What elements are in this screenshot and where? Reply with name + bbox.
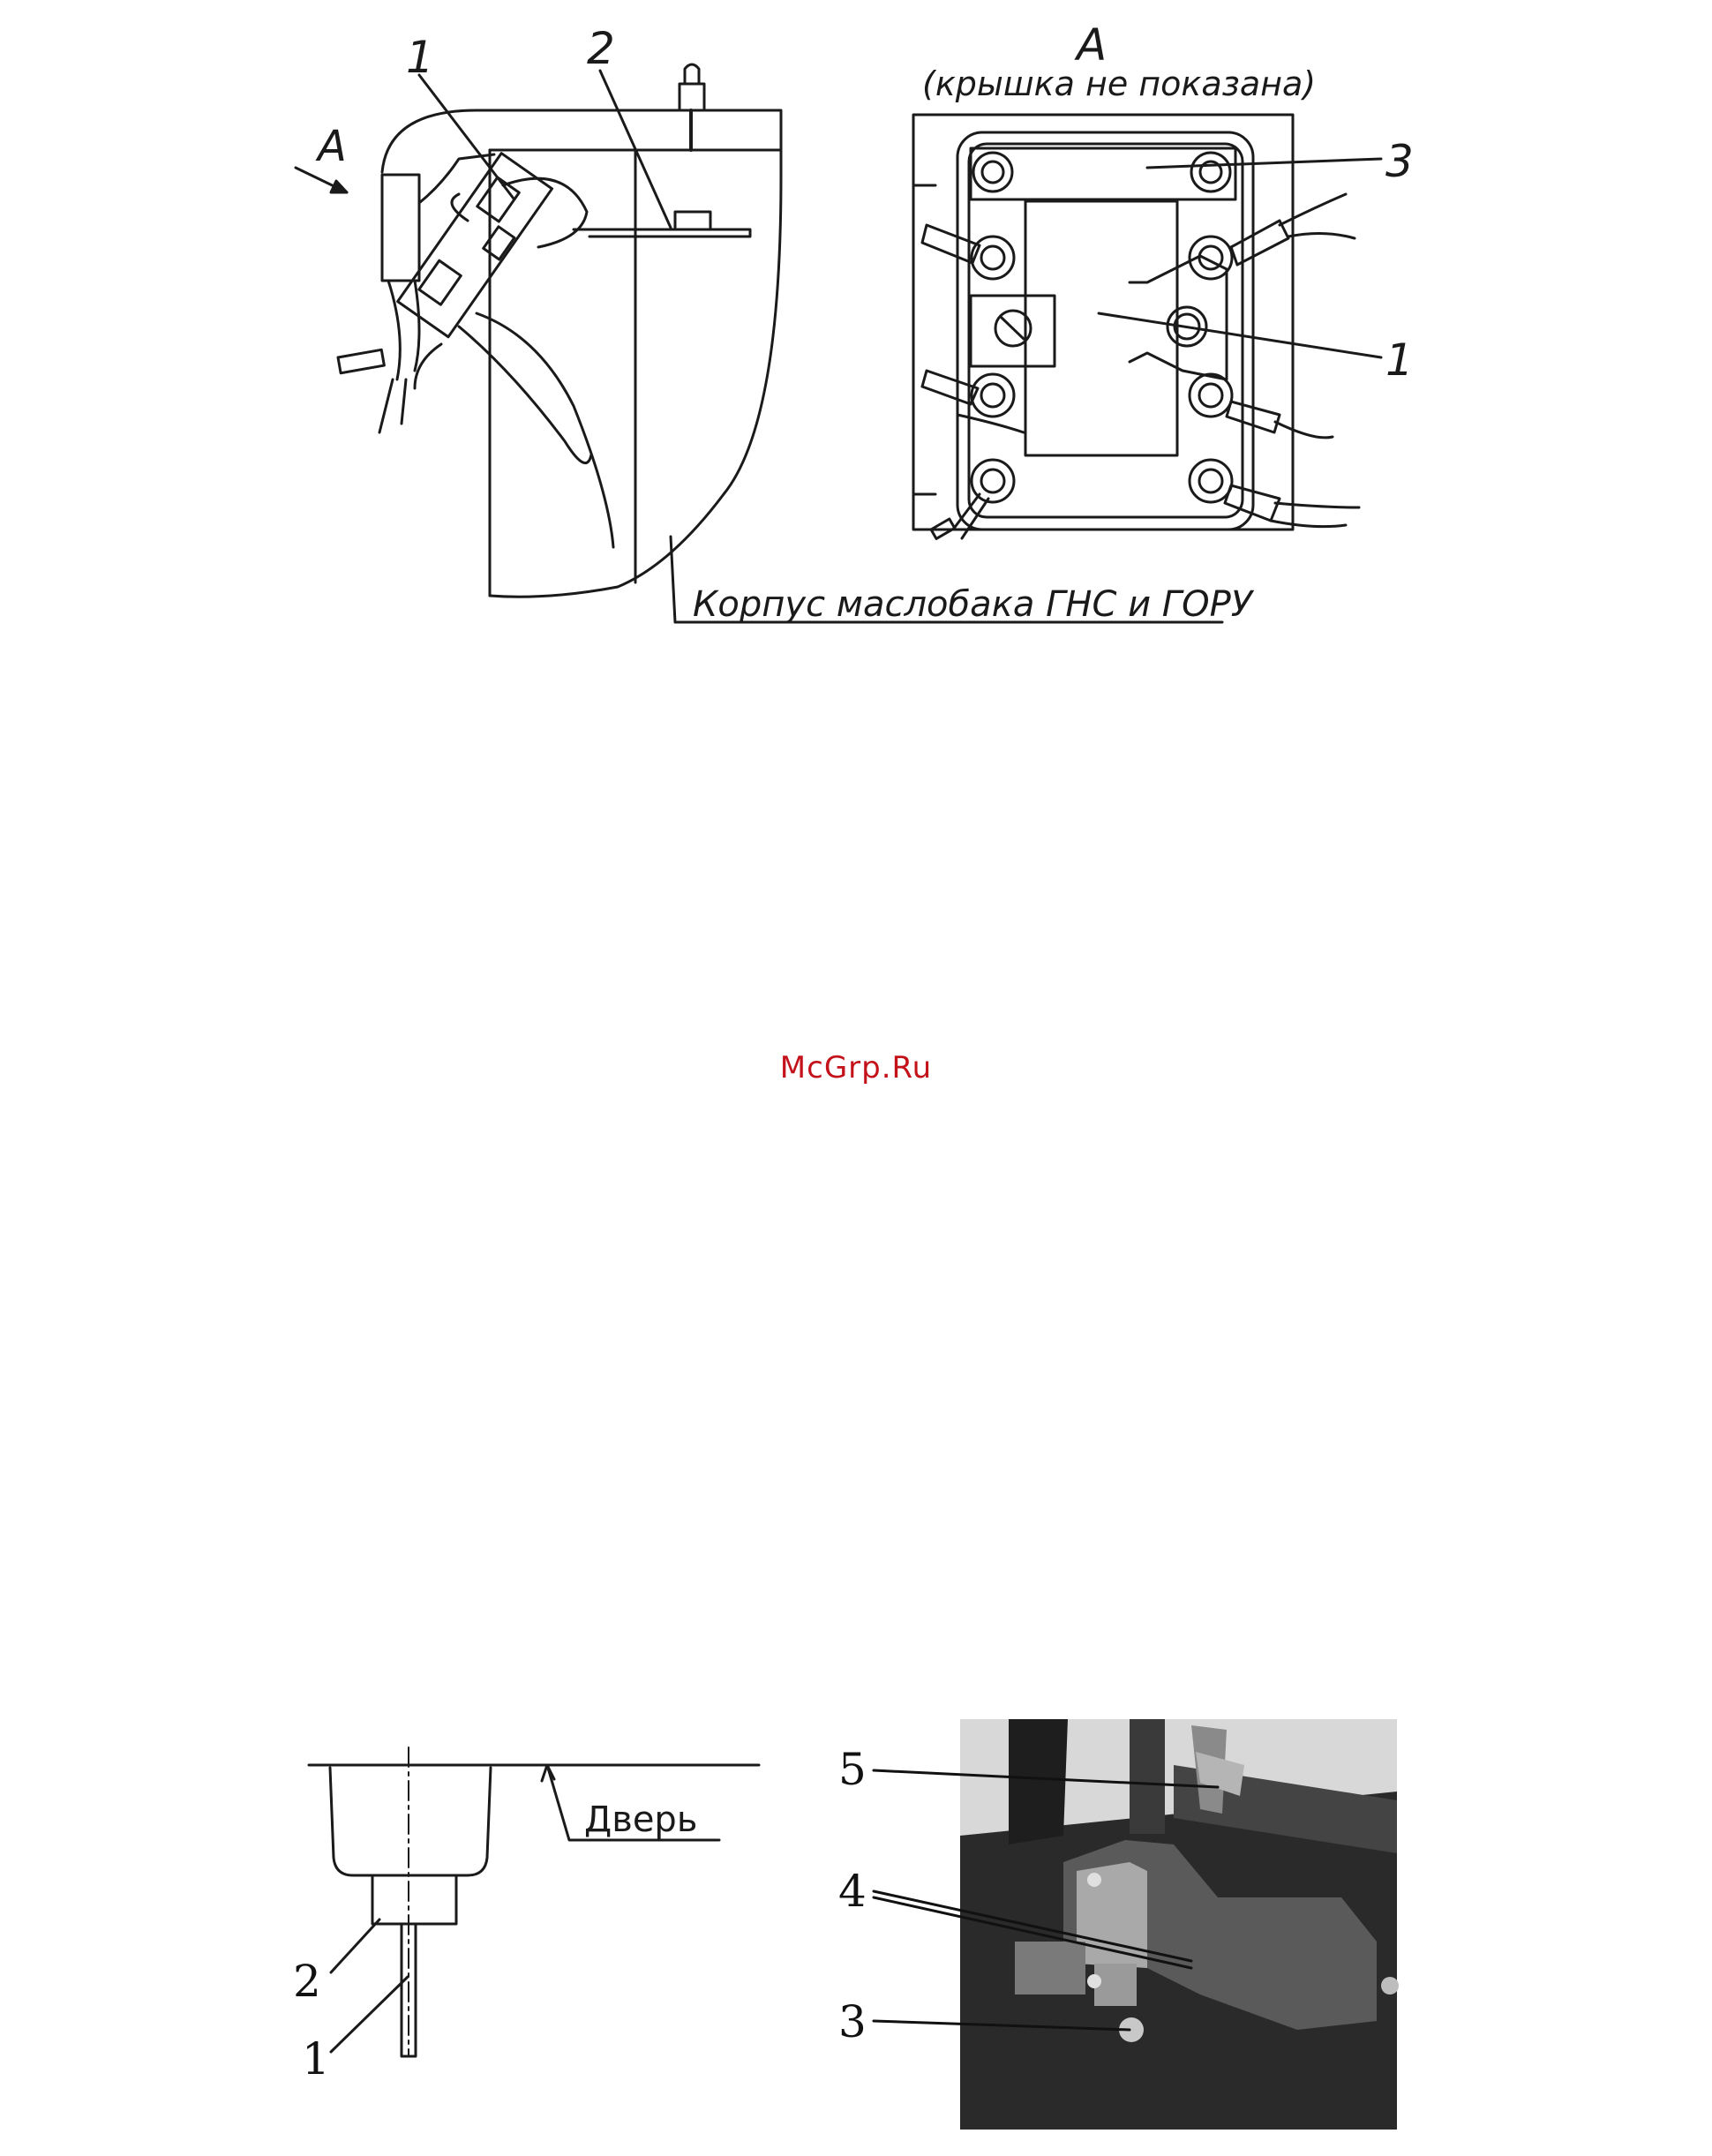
tank-caption: Корпус маслобака ГНС и ГОРУ	[693, 584, 1253, 625]
callout-3-top: 3	[1385, 136, 1414, 187]
callout-photo-4: 4	[838, 1866, 867, 1917]
callout-photo-5: 5	[838, 1744, 867, 1795]
leader-door-1	[331, 1977, 408, 2052]
terminal-nut	[1191, 153, 1230, 192]
terminal-nut	[1190, 374, 1232, 417]
callout-2: 2	[587, 23, 615, 74]
terminal-nut	[973, 153, 1012, 192]
terminal-nut	[972, 374, 1014, 417]
callout-1-left: 1	[406, 32, 434, 83]
terminal-nut	[1190, 460, 1232, 502]
view-arrow-a	[296, 168, 347, 192]
leader-1-right	[1099, 313, 1381, 357]
door-diagram	[309, 1747, 759, 2056]
terminal-nut	[972, 237, 1014, 279]
tank-side-view	[338, 64, 781, 597]
leader-1-left	[419, 75, 514, 199]
callout-1-right: 1	[1385, 334, 1414, 386]
view-a-subtitle: (крышка не показана)	[922, 64, 1317, 103]
latch-photo	[874, 1719, 1399, 2130]
callout-photo-3: 3	[838, 1996, 867, 2047]
callout-door-2: 2	[293, 1956, 321, 2007]
view-arrow-label: А	[318, 122, 347, 171]
terminal-box-view-a	[913, 115, 1359, 538]
watermark-text: McGrp.Ru	[779, 1050, 933, 1086]
view-a-title: А	[1077, 19, 1108, 71]
leader-3-top	[1147, 159, 1381, 168]
callout-door-1: 1	[302, 2033, 330, 2085]
leader-door-2	[331, 1919, 379, 1972]
door-label: Дверь	[584, 1799, 698, 1840]
